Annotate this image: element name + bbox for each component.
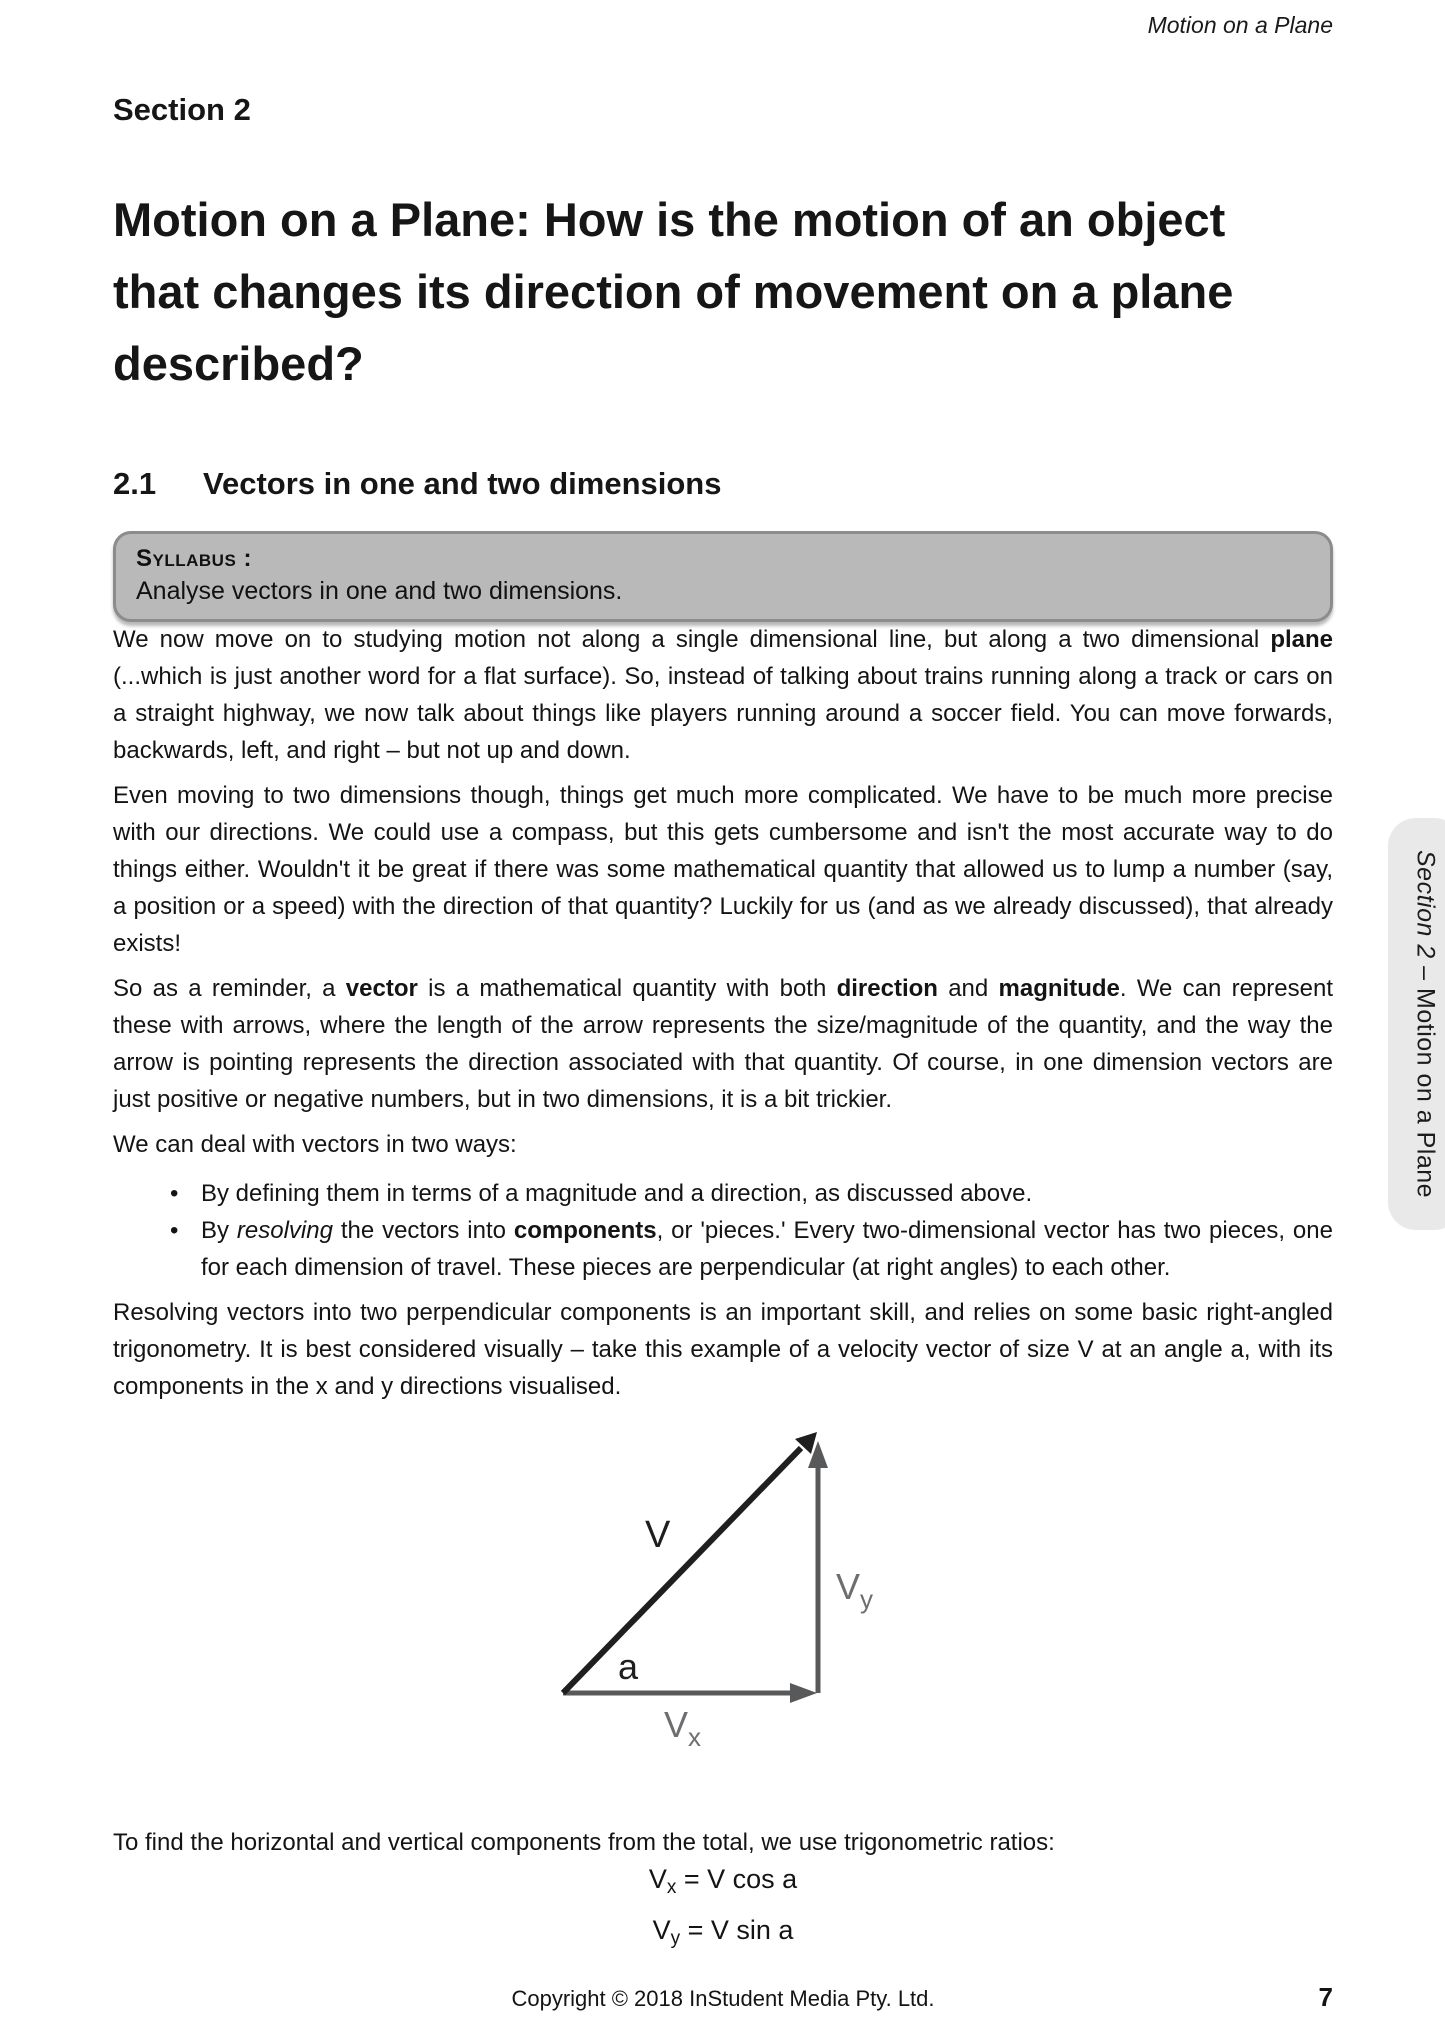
bullet-list	[113, 1175, 1333, 1286]
text-run: and	[937, 975, 999, 1002]
vx-label	[664, 1704, 701, 1753]
eq-lhs: V	[648, 1864, 667, 1894]
side-tab-text	[1411, 850, 1440, 1198]
text-run: So as a reminder, a	[113, 975, 346, 1002]
section-label: Section 2	[113, 92, 251, 127]
subsection-heading	[113, 466, 1333, 502]
syllabus-box	[113, 531, 1333, 622]
text-run: We now move on to studying motion not along a single dimensional line, but along a two dimensional	[113, 626, 1271, 653]
vx-main: V	[664, 1704, 689, 1745]
eq-subscript: x	[666, 1877, 677, 1898]
text-run: is a mathematical quantity with both	[417, 975, 837, 1002]
footer-copyright: Copyright © 2018 InStudent Media Pty. Ltd.	[511, 1986, 935, 2011]
syllabus-label: Syllabus :	[136, 545, 252, 572]
subsection-number: 2.1	[113, 466, 157, 501]
vx-arrowhead-icon	[790, 1683, 817, 1703]
vx-subscript: x	[688, 1722, 702, 1752]
list-item	[170, 1212, 1333, 1286]
bullet-icon: •	[170, 1180, 179, 1207]
chapter-title: Motion on a Plane: How is the motion of an object that changes its direction of movement on a plane described?	[113, 193, 1234, 390]
subsection-title: Vectors in one and two dimensions	[203, 466, 722, 501]
vy-main: V	[836, 1566, 861, 1607]
bullet-icon: •	[170, 1217, 179, 1244]
text-run-bold: magnitude	[998, 975, 1120, 1002]
page-number: 7	[1318, 1982, 1333, 2012]
text-run: (...which is just another word for a flat surface). So, instead of talking about trains running along a track or cars on a straight highway, we now talk about things like players running around a soccer field. You can move forwards, backwards, left, and right – but not up and down.	[113, 663, 1333, 764]
vy-label	[836, 1566, 873, 1615]
side-tab-section: Section 2 –	[1411, 849, 1440, 981]
text-run-bold: direction	[836, 975, 938, 1002]
body-text	[113, 621, 1333, 1413]
paragraph-5	[113, 1294, 1333, 1405]
text-run: the vectors into	[332, 1217, 514, 1244]
side-tab-title: Motion on a Plane	[1411, 980, 1440, 1199]
equation-vx	[113, 1858, 1333, 1909]
eq-lhs: V	[652, 1915, 671, 1945]
text-run: Even moving to two dimensions though, things get much more complicated. We have to be much more precise with our directions. We could use a compass, but this gets cumbersome and isn't the most accurate way to do things either. Wouldn't it be great if there was some mathematical quantity that allowed us to lump a number (say, a position or a speed) with the direction of that quantity? Luckily for us (and as we already discussed), that already exists!	[113, 782, 1333, 957]
v-arrow-line	[563, 1448, 801, 1693]
text-run-italic: resolving	[236, 1217, 333, 1244]
running-header: Motion on a Plane	[1147, 12, 1333, 38]
text-run-bold: vector	[345, 975, 418, 1002]
text-run: We can deal with vectors in two ways:	[113, 1131, 517, 1158]
ratios-intro: To find the horizontal and vertical components from the total, we use trigonometric ratios:	[113, 1829, 1055, 1856]
eq-subscript: y	[670, 1928, 681, 1949]
equation-vy	[113, 1909, 1333, 1960]
syllabus-text: Analyse vectors in one and two dimensions.	[136, 577, 623, 605]
vy-subscript: y	[860, 1584, 874, 1614]
eq-rhs: = V cos a	[683, 1864, 798, 1894]
text-run-bold: components	[513, 1217, 657, 1244]
v-label: V	[645, 1514, 671, 1556]
text-run-bold: plane	[1270, 626, 1333, 653]
paragraph-2	[113, 777, 1333, 962]
text-run: . We can represent these with arrows, where the length of the arrow represents the size/magnitude of the quantity, and the way the arrow is pointing represents the direction associated with that quantity. Of course, in one dimension vectors are just positive or negative numbers, but in two dimensions, it is a bit trickier.	[113, 975, 1334, 1113]
equations-block	[113, 1858, 1333, 1960]
list-intro	[113, 1126, 1333, 1163]
text-run: By defining them in terms of a magnitude and a direction, as discussed above.	[201, 1180, 1033, 1207]
text-run: By	[201, 1217, 237, 1244]
paragraph-1	[113, 621, 1333, 769]
text-run: Resolving vectors into two perpendicular components is an important skill, and relies on some basic right-angled trigonometry. It is best considered visually – take this example of a velocity vector of size V at an angle a, with its components in the x and y directions visualised.	[113, 1299, 1333, 1400]
paragraph-3	[113, 970, 1333, 1118]
list-item	[170, 1175, 1333, 1212]
section-side-tab	[1388, 818, 1445, 1230]
eq-rhs: = V sin a	[687, 1915, 794, 1945]
angle-label: a	[618, 1646, 639, 1687]
text-run: , or 'pieces.' Every two-dimensional vector has two pieces, one for each dimension of travel. These pieces are perpendicular (at right angles) to each other.	[201, 1217, 1333, 1281]
